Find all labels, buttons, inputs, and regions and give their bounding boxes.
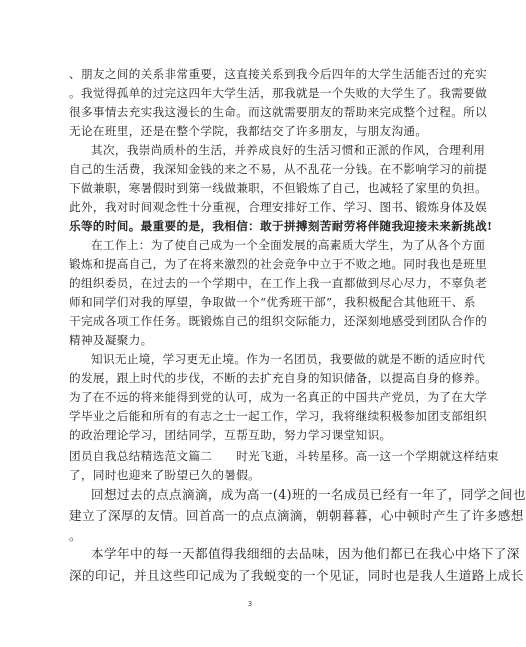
text-line: 深的印记，并且这些印记成为了我蜕变的一个见证，同时也是我人生道路上成长 xyxy=(69,568,524,583)
text-line: 团员自我总结精选范文篇二 时光飞逝，斗转星移。高一这一个学期就这样结束 xyxy=(69,449,499,463)
text-line: 学毕业之后能和所有的有志之士一起工作，学习，我将继续积极参加团支部组织 xyxy=(69,409,488,423)
text-line: 在工作上：为了使自己成为一个全面发展的高素质大学生，为了从各个方面 xyxy=(91,238,486,252)
text-line: 干完成各项工作任务。既锻炼自己的组织交际能力，还深刻地感受到团队合作的 xyxy=(69,314,488,328)
text-line: 的政治理论学习，团结同学，互帮互助，努力学习课堂知识。 xyxy=(69,428,392,442)
text-line: 锻炼和提高自己，为了在将来激烈的社会竞争中立于不败之地。同时我也是班里 xyxy=(69,257,488,271)
text-line: 知识无止境，学习更无止境。作为一名团员，我要做的就是不断的适应时代 xyxy=(91,352,486,366)
text-line: 很多事情去充实我这漫长的生命。而这就需要朋友的帮助来完成整个过程。所以 xyxy=(69,105,488,119)
text-line: 本学年中的每一天都值得我细细的去品味，因为他们都已在我心中烙下了深 xyxy=(91,546,520,561)
text-line: 了，同时也迎来了盼望已久的暑假。 xyxy=(69,468,261,482)
text-line: 其次，我崇尚质朴的生活，并养成良好的生活习惯和正派的作风，合理利用 xyxy=(91,143,486,157)
text-line: 建立了深厚的友情。回首高一的点点滴滴，朝朝暮暮，心中顿时产生了许多感想 xyxy=(69,508,524,523)
text-line: 为了在不远的将来能得到党的认可，成为一名真正的中国共产党员，为了在大学 xyxy=(69,390,488,404)
text-line: 、朋友之间的关系非常重要，这直接关系到我今后四年的大学生活能否过的充实 xyxy=(69,67,488,81)
text-line: 无论在班里，还是在整个学院，我都结交了许多朋友，与朋友沟通。 xyxy=(69,124,428,138)
text-line: 。我觉得孤单的过完这四年大学生活，那我就是一个失败的大学生了。我需要做 xyxy=(69,86,488,100)
text-line: 下做兼职，寒暑假时到第一线做兼职，不但锻炼了自己，也减轻了家里的负担。 xyxy=(69,181,488,195)
text-line: 自己的生活费，我深知金钱的来之不易，从不乱花一分钱。在不影响学习的前提 xyxy=(69,162,488,176)
page-number: 3 xyxy=(247,600,253,608)
text-line: 师和同学们对我的厚望，争取做一个“优秀班干部”，我积极配合其他班干、系 xyxy=(69,295,476,309)
text-line: 的组织委员，在过去的一个学期中，在工作上我一直都做到尽心尽力，不辜负老 xyxy=(69,276,488,290)
text-line: 的发展，跟上时代的步伐，不断的去扩充自身的知识储备，以提高自身的修养。 xyxy=(69,371,488,385)
text-line: 乐等的时间。最重要的是，我相信：敢于拼搏刻苦耐劳将伴随我迎接未来新挑战! xyxy=(69,219,493,233)
text-line: 精神及凝聚力。 xyxy=(69,333,153,347)
text-line: 回想过去的点点滴滴，成为高一(4)班的一名成员已经有一年了，同学之间也 xyxy=(91,487,526,502)
text-line: 。 xyxy=(69,528,82,543)
text-line: 此外，我对时间观念性十分重视，合理安排好工作、学习、图书、锻炼身体及娱 xyxy=(69,200,488,214)
